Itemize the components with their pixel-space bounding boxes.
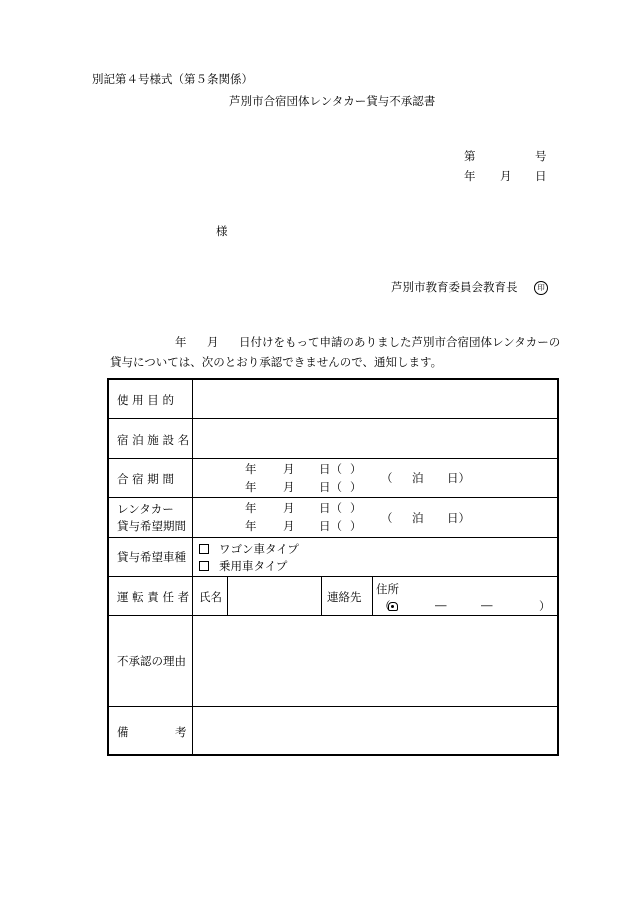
date-day: 日 xyxy=(535,169,547,183)
camp-start-month: 月 xyxy=(283,462,295,476)
tel-close: ） xyxy=(539,599,551,613)
label-rental-line-2: 貸与希望期間 xyxy=(117,519,186,533)
body-line-1: 日付けをもって申請のありました芦別市合宿団体レンタカーの xyxy=(239,335,561,349)
rental-nights-label: 泊 xyxy=(412,511,424,525)
remarks-field[interactable] xyxy=(193,707,557,754)
body-year: 年 xyxy=(175,335,187,349)
rental-end-day: 日（ xyxy=(319,519,342,533)
tel-dash-1: ― xyxy=(435,598,447,612)
label-rental-line-1: レンタカー xyxy=(117,502,174,516)
checkbox-icon[interactable] xyxy=(199,561,209,571)
form-number: 別記第４号様式（第５条関係） xyxy=(92,72,253,86)
vehicle-option-sedan[interactable] xyxy=(199,558,287,574)
cell-divider xyxy=(321,576,322,615)
camp-end-month: 月 xyxy=(283,480,295,494)
rental-end-close: ） xyxy=(350,519,362,533)
addressee-suffix: 様 xyxy=(216,224,228,238)
camp-days-label: 日） xyxy=(447,471,470,485)
label-remarks-2: 考 xyxy=(175,725,187,739)
camp-start-day: 日（ xyxy=(319,462,342,476)
issuer-name: 芦別市教育委員会教育長 xyxy=(391,280,518,294)
camp-start-close: ） xyxy=(350,462,362,476)
seal-mark: 印 xyxy=(534,279,548,295)
row-divider xyxy=(109,537,557,538)
label-remarks-1: 備 xyxy=(117,725,129,739)
tel-open: （ xyxy=(379,599,391,613)
rental-start-day: 日（ xyxy=(319,501,342,515)
date-year: 年 xyxy=(464,169,476,183)
camp-end-year: 年 xyxy=(245,480,257,494)
row-divider xyxy=(109,458,557,459)
lodging-field[interactable] xyxy=(193,419,557,458)
reason-field[interactable] xyxy=(193,616,557,706)
body-month: 月 xyxy=(207,335,219,349)
cell-divider xyxy=(372,576,373,615)
driver-name-field[interactable] xyxy=(228,577,320,615)
rental-end-month: 月 xyxy=(283,519,295,533)
rental-start-month: 月 xyxy=(283,501,295,515)
row-divider xyxy=(109,497,557,498)
doc-number-suffix: 号 xyxy=(535,149,547,163)
label-lodging: 宿 泊 施 設 名 xyxy=(117,433,190,447)
label-address: 住所 xyxy=(376,582,399,596)
camp-nights-open: （ xyxy=(381,471,393,485)
camp-end-day: 日（ xyxy=(319,480,342,494)
label-driver: 運 転 責 任 者 xyxy=(117,590,190,604)
document-title: 芦別市合宿団体レンタカー貸与不承認書 xyxy=(229,94,436,108)
date-month: 月 xyxy=(500,169,512,183)
tel-dash-2: ― xyxy=(481,598,493,612)
label-contact: 連絡先 xyxy=(327,590,362,604)
checkbox-icon[interactable] xyxy=(199,544,209,554)
camp-nights-label: 泊 xyxy=(412,471,424,485)
label-camp-period: 合 宿 期 間 xyxy=(117,472,174,486)
rental-start-year: 年 xyxy=(245,501,257,515)
label-vehicle-type: 貸与希望車種 xyxy=(117,550,186,564)
label-purpose: 使 用 目 的 xyxy=(117,393,174,407)
rental-end-year: 年 xyxy=(245,519,257,533)
label-reason: 不承認の理由 xyxy=(117,654,186,668)
camp-start-year: 年 xyxy=(245,462,257,476)
row-divider xyxy=(109,576,557,577)
vehicle-option-wagon-label: ワゴン車タイプ xyxy=(219,542,299,556)
rental-days-label: 日） xyxy=(447,511,470,525)
vehicle-option-wagon[interactable] xyxy=(199,541,299,557)
rental-nights-open: （ xyxy=(381,511,393,525)
vehicle-option-sedan-label: 乗用車タイプ xyxy=(219,559,288,573)
doc-number-prefix: 第 xyxy=(464,149,476,163)
body-line-2: 貸与については、次のとおり承認できませんので、通知します。 xyxy=(110,355,443,369)
purpose-field[interactable] xyxy=(193,380,557,418)
camp-end-close: ） xyxy=(350,480,362,494)
rental-start-close: ） xyxy=(350,501,362,515)
phone-icon xyxy=(388,599,401,613)
label-name: 氏名 xyxy=(199,590,222,604)
form-table xyxy=(107,378,559,756)
